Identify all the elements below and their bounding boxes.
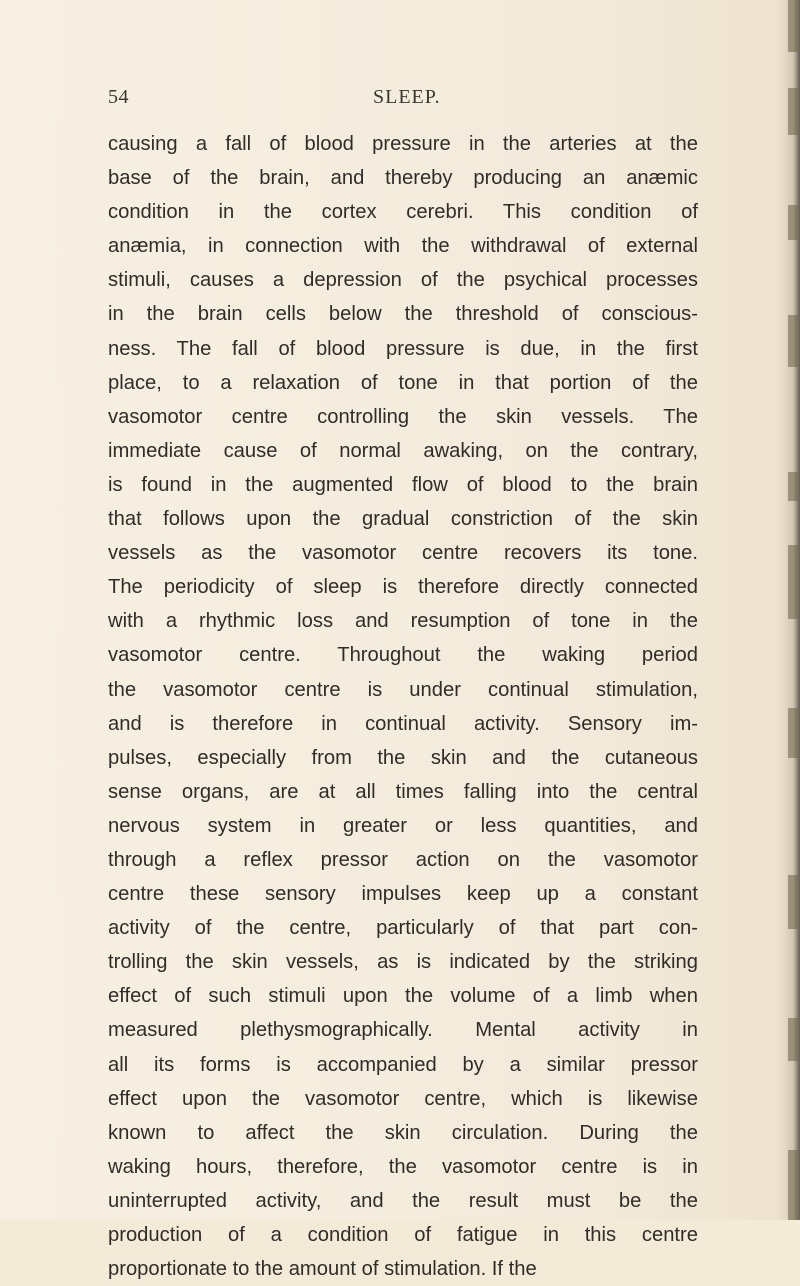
text-line: causing a fall of blood pressure in the arteries at the <box>108 133 698 155</box>
text-line: with a rhythmic loss and resumption of tone in the <box>108 610 698 633</box>
text-line: effect upon the vasomotor centre, which is likewise <box>108 1087 698 1110</box>
page-edge-band <box>788 875 798 929</box>
text-line: effect of such stimuli upon the volume of a limb when <box>108 985 698 1008</box>
text-line: vasomotor centre controlling the skin vessels. The <box>108 405 698 428</box>
text-line: immediate cause of normal awaking, on the contrary, <box>108 439 698 462</box>
text-line: the vasomotor centre is under continual stimulation, <box>108 678 698 701</box>
page-edge-band <box>788 1150 798 1220</box>
body-text <box>108 127 698 1286</box>
page-edge-band <box>788 205 798 240</box>
text-line: in the brain cells below the threshold of conscious- <box>108 303 698 326</box>
text-line: through a reflex pressor action on the vasomotor <box>108 848 698 871</box>
text-line: all its forms is accompanied by a similar pressor <box>108 1053 698 1076</box>
page-number: 54 <box>108 86 129 108</box>
text-line: condition in the cortex cerebri. This condition of <box>108 201 698 224</box>
text-line: vessels as the vasomotor centre recovers its tone. <box>108 542 698 565</box>
text-line: known to affect the skin circulation. During the <box>108 1121 698 1144</box>
page-edge-band <box>788 315 798 367</box>
text-line: base of the brain, and thereby producing an anæmic <box>108 167 698 190</box>
page-edge-band <box>788 545 798 619</box>
text-line: is found in the augmented flow of blood to the brain <box>108 473 698 496</box>
text-line: production of a condition of fatigue in this centre <box>108 1224 698 1246</box>
text-line: pulses, especially from the skin and the cutaneous <box>108 746 698 769</box>
text-line: place, to a relaxation of tone in that portion of the <box>108 371 698 394</box>
page-edge-band <box>788 1018 798 1061</box>
text-line: that follows upon the gradual constriction of the skin <box>108 508 698 531</box>
text-line: proportionate to the amount of stimulation. If the <box>108 1258 537 1281</box>
text-line: activity of the centre, particularly of that part con- <box>108 917 698 940</box>
text-line: measured plethysmographically. Mental activity in <box>108 1019 698 1042</box>
page-edge-band <box>788 0 798 52</box>
page-edge-band <box>788 88 798 135</box>
text-line: centre these sensory impulses keep up a constant <box>108 883 698 906</box>
page-edge-shadow <box>776 0 800 1220</box>
page-edge-band <box>788 472 798 501</box>
page-header <box>108 86 628 120</box>
text-line: vasomotor centre. Throughout the waking period <box>108 644 698 667</box>
text-line: uninterrupted activity, and the result must be the <box>108 1189 698 1212</box>
text-line: sense organs, are at all times falling into the central <box>108 780 698 803</box>
running-head: SLEEP. <box>373 86 441 108</box>
text-line: nervous system in greater or less quantities, and <box>108 814 698 837</box>
text-line: trolling the skin vessels, as is indicated by the striking <box>108 951 698 974</box>
text-line: waking hours, therefore, the vasomotor centre is in <box>108 1155 698 1178</box>
text-line: The periodicity of sleep is therefore directly connected <box>108 576 698 599</box>
text-line: ness. The fall of blood pressure is due, in the first <box>108 337 698 360</box>
text-line: stimuli, causes a depression of the psychical processes <box>108 269 698 292</box>
text-line: and is therefore in continual activity. Sensory im- <box>108 712 698 735</box>
page-edge-band <box>788 708 798 758</box>
text-line: anæmia, in connection with the withdrawal of external <box>108 235 698 258</box>
